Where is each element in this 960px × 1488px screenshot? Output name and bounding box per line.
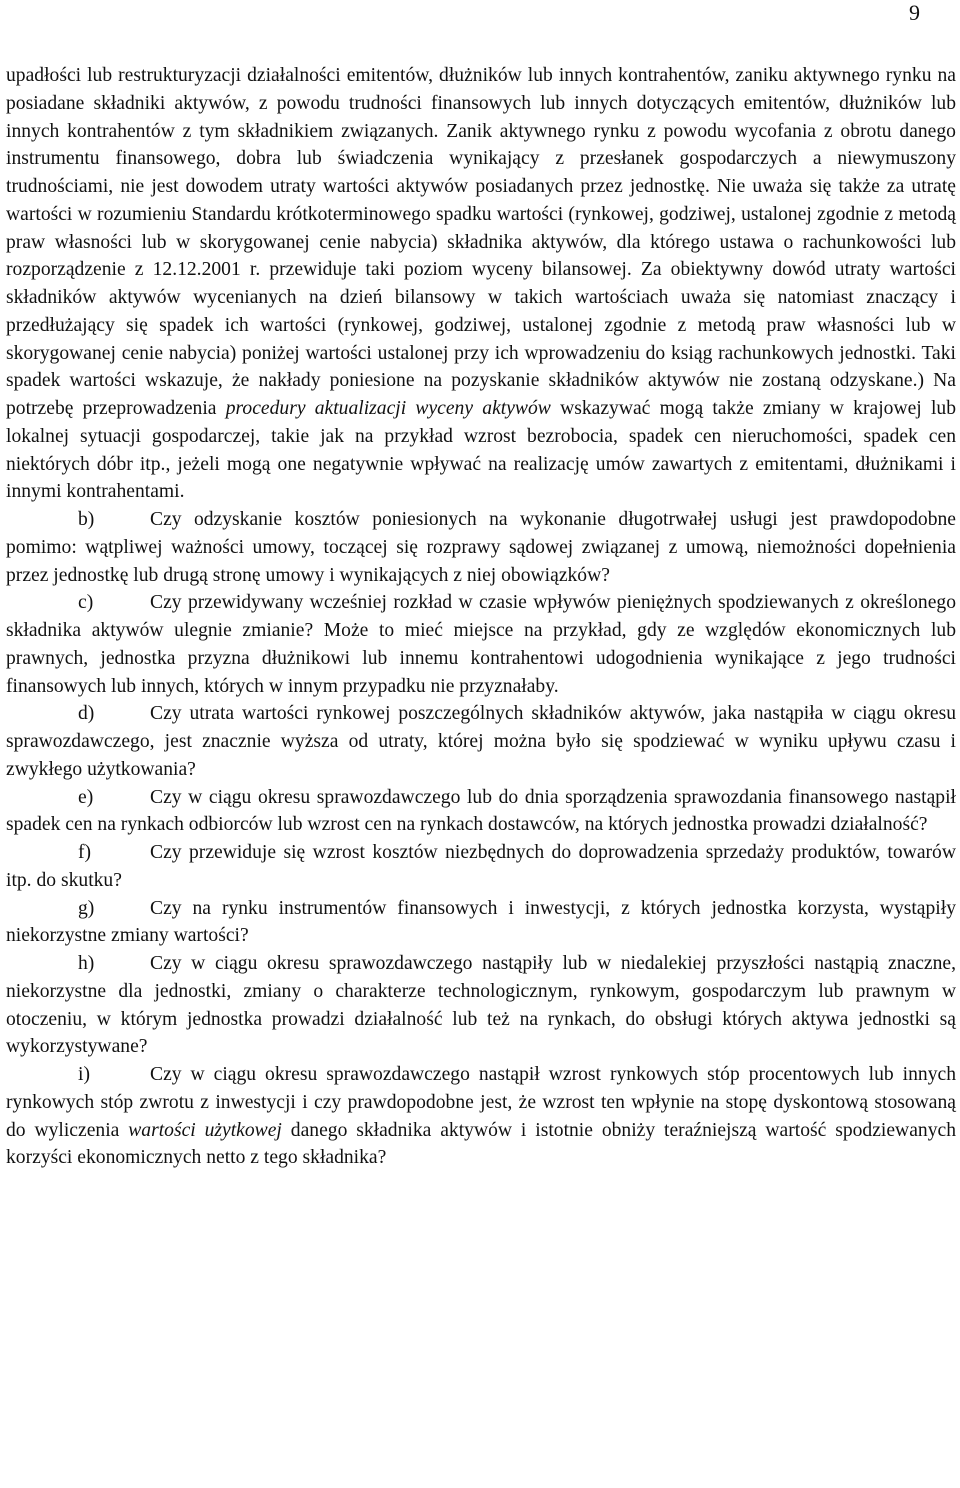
list-item-b — [6, 506, 956, 589]
list-item-f — [6, 839, 956, 895]
item-label: g) — [78, 897, 95, 919]
item-text: Czy utrata wartości rynkowej poszczególnych składników aktywów, jaka nastąpiła w ciągu okresu sprawozdawczego, jest znacznie wyższa od utraty, której można było się spodziewać w wyniku upływu czasu i zwykłego użytkowania? — [6, 703, 956, 780]
item-label: c) — [78, 592, 94, 614]
page-number: 9 — [909, 0, 920, 25]
intro-sentence-2: Zanik aktywnego rynku z powodu wycofania z obrotu danego instrumentu finansowego, dobra lub świadczenia wynikający z przesłanek gospodarczych a niewymuszony trudnościami, nie jest dowodem utraty wartości aktywów posiadanych przez jednostkę. — [6, 120, 956, 197]
item-text: Czy przewidywany wcześniej rozkład w czasie wpływów pieniężnych spodziewanych z określonego składnika aktywów ulegnie zmianie? Może to mieć miejsce na przykład, gdy ze względów ekonomicznych lub prawnych, jednostka przyzna dłużnikowi lub innemu kontrahentowi udogodnienia wynikające z jego trudności finansowych lub innych, których w innym przypadku nie przyznałaby. — [6, 592, 956, 697]
item-text: Czy odzyskanie kosztów poniesionych na wykonanie długotrwałej usługi jest prawdopodobne pomimo: wątpliwej ważności umowy, toczącej się rozprawy sądowej związanej z umową, niemożności dopełnienia przez jednostkę lub drugą stronę umowy i wynikających z niej obowiązków? — [6, 509, 956, 586]
item-text: Czy przewiduje się wzrost kosztów niezbędnych do doprowadzenia sprzedaży produktów, towarów itp. do skutku? — [6, 842, 956, 891]
intro-paragraph — [6, 62, 956, 506]
item-label: d) — [78, 703, 95, 725]
item-text: Czy w ciągu okresu sprawozdawczego nastąpiły lub w niedalekiej przyszłości nastąpią znaczne, niekorzystne dla jednostki, zmiany o charakterze technologicznym, rynkowym, gospodarczym lub prawnym w otoczeniu, w którym jednostka prowadzi działalność lub też na rynkach, do obsługi których aktywa jednostki są wykorzystywane? — [6, 953, 956, 1058]
intro-sentence-3: Nie uważa się także za utratę wartości w rozumieniu Standardu krótkoterminowego spadku wartości (rynkowej, godziwej, ustalonej zgodnie z metodą praw własności lub w skorygowanej cenie nabycia) składnika aktywów, dla którego ustawa o rachunkowości lub rozporządzenie z 12.12.2001 r. przewiduje taki poziom wyceny bilansowej. — [6, 176, 956, 281]
list-item-i — [6, 1061, 956, 1172]
item-label: e) — [78, 786, 94, 808]
list-item-d — [6, 700, 956, 783]
item-text-end: danego składnika aktywów i istotnie obniży teraźniejszą wartość spodziewanych korzyści ekonomicznych netto z tego składnika? — [6, 1119, 956, 1169]
item-text: Czy w ciągu okresu sprawozdawczego nastąpił wzrost rynkowych stóp procentowych lub innych rynkowych stóp zwrotu z inwestycji i czy prawdopodobne jest, że wzrost ten wpłynie na stopę dyskontową stosowaną do wyliczenia — [6, 1064, 956, 1141]
item-label: b) — [78, 509, 95, 530]
item-label: i) — [78, 1064, 90, 1085]
intro-sentence-6-end: wskazywać mogą także zmiany w krajowej lub lokalnej sytuacji gospodarczej, takie jak na przykład wzrost bezrobocia, spadek cen nieruchomości, spadek cen niektórych dóbr itp., jeżeli mogą one negatywnie wpływać na realizację umów zawartych z emitentami, dłużnikami i innymi kontrahentami. — [6, 398, 956, 503]
list-item-g — [6, 895, 956, 951]
document-body — [6, 62, 956, 1172]
list-item-e — [6, 784, 956, 840]
item-label: h) — [78, 953, 95, 974]
item-text: Czy w ciągu okresu sprawozdawczego lub do dnia sporządzenia sprawozdania finansowego nastąpił spadek cen na rynkach odbiorców lub wzrost cen na rynkach dostawców, na których jednostka prowadzi działalność? — [6, 786, 956, 836]
emphasis-value-in-use: wartości użytkowej — [128, 1119, 282, 1141]
item-text: Czy na rynku instrumentów finansowych i inwestycji, z których jednostka korzysta, wystąpiły niekorzystne zmiany wartości? — [6, 897, 956, 947]
item-label: f) — [78, 842, 92, 863]
list-item-c — [6, 589, 956, 700]
intro-sentence-6-start: Na potrzebę przeprowadzenia — [6, 370, 956, 419]
intro-sentence-1: upadłości lub restrukturyzacji działalności emitentów, dłużników lub innych kontrahentów, zaniku aktywnego rynku na posiadane składniki aktywów, z powodu trudności finansowych lub innych dotyczących emitentów, dłużników lub innych kontrahentów z tym składnikiem związanych. — [6, 65, 956, 142]
intro-sentence-4: Za obiektywny dowód utraty wartości składników aktywów wycenianych na dzień bilansowy w takich wartościach uważa się natomiast znaczący i przedłużający się spadek ich wartości (rynkowej, godziwej, ustalonej zgodnie z metodą praw własności lub w skorygowanej cenie nabycia) poniżej wartości ustalonej przy ich wprowadzeniu do ksiąg rachunkowych jednostki. — [6, 259, 956, 364]
intro-sentence-5: Taki spadek wartości wskazuje, że nakłady poniesione na pozyskanie składników aktywów nie zostaną odzyskane.) — [6, 342, 956, 392]
emphasis-procedure-term: procedury aktualizacji wyceny aktywów — [225, 398, 551, 419]
list-item-h — [6, 950, 956, 1061]
